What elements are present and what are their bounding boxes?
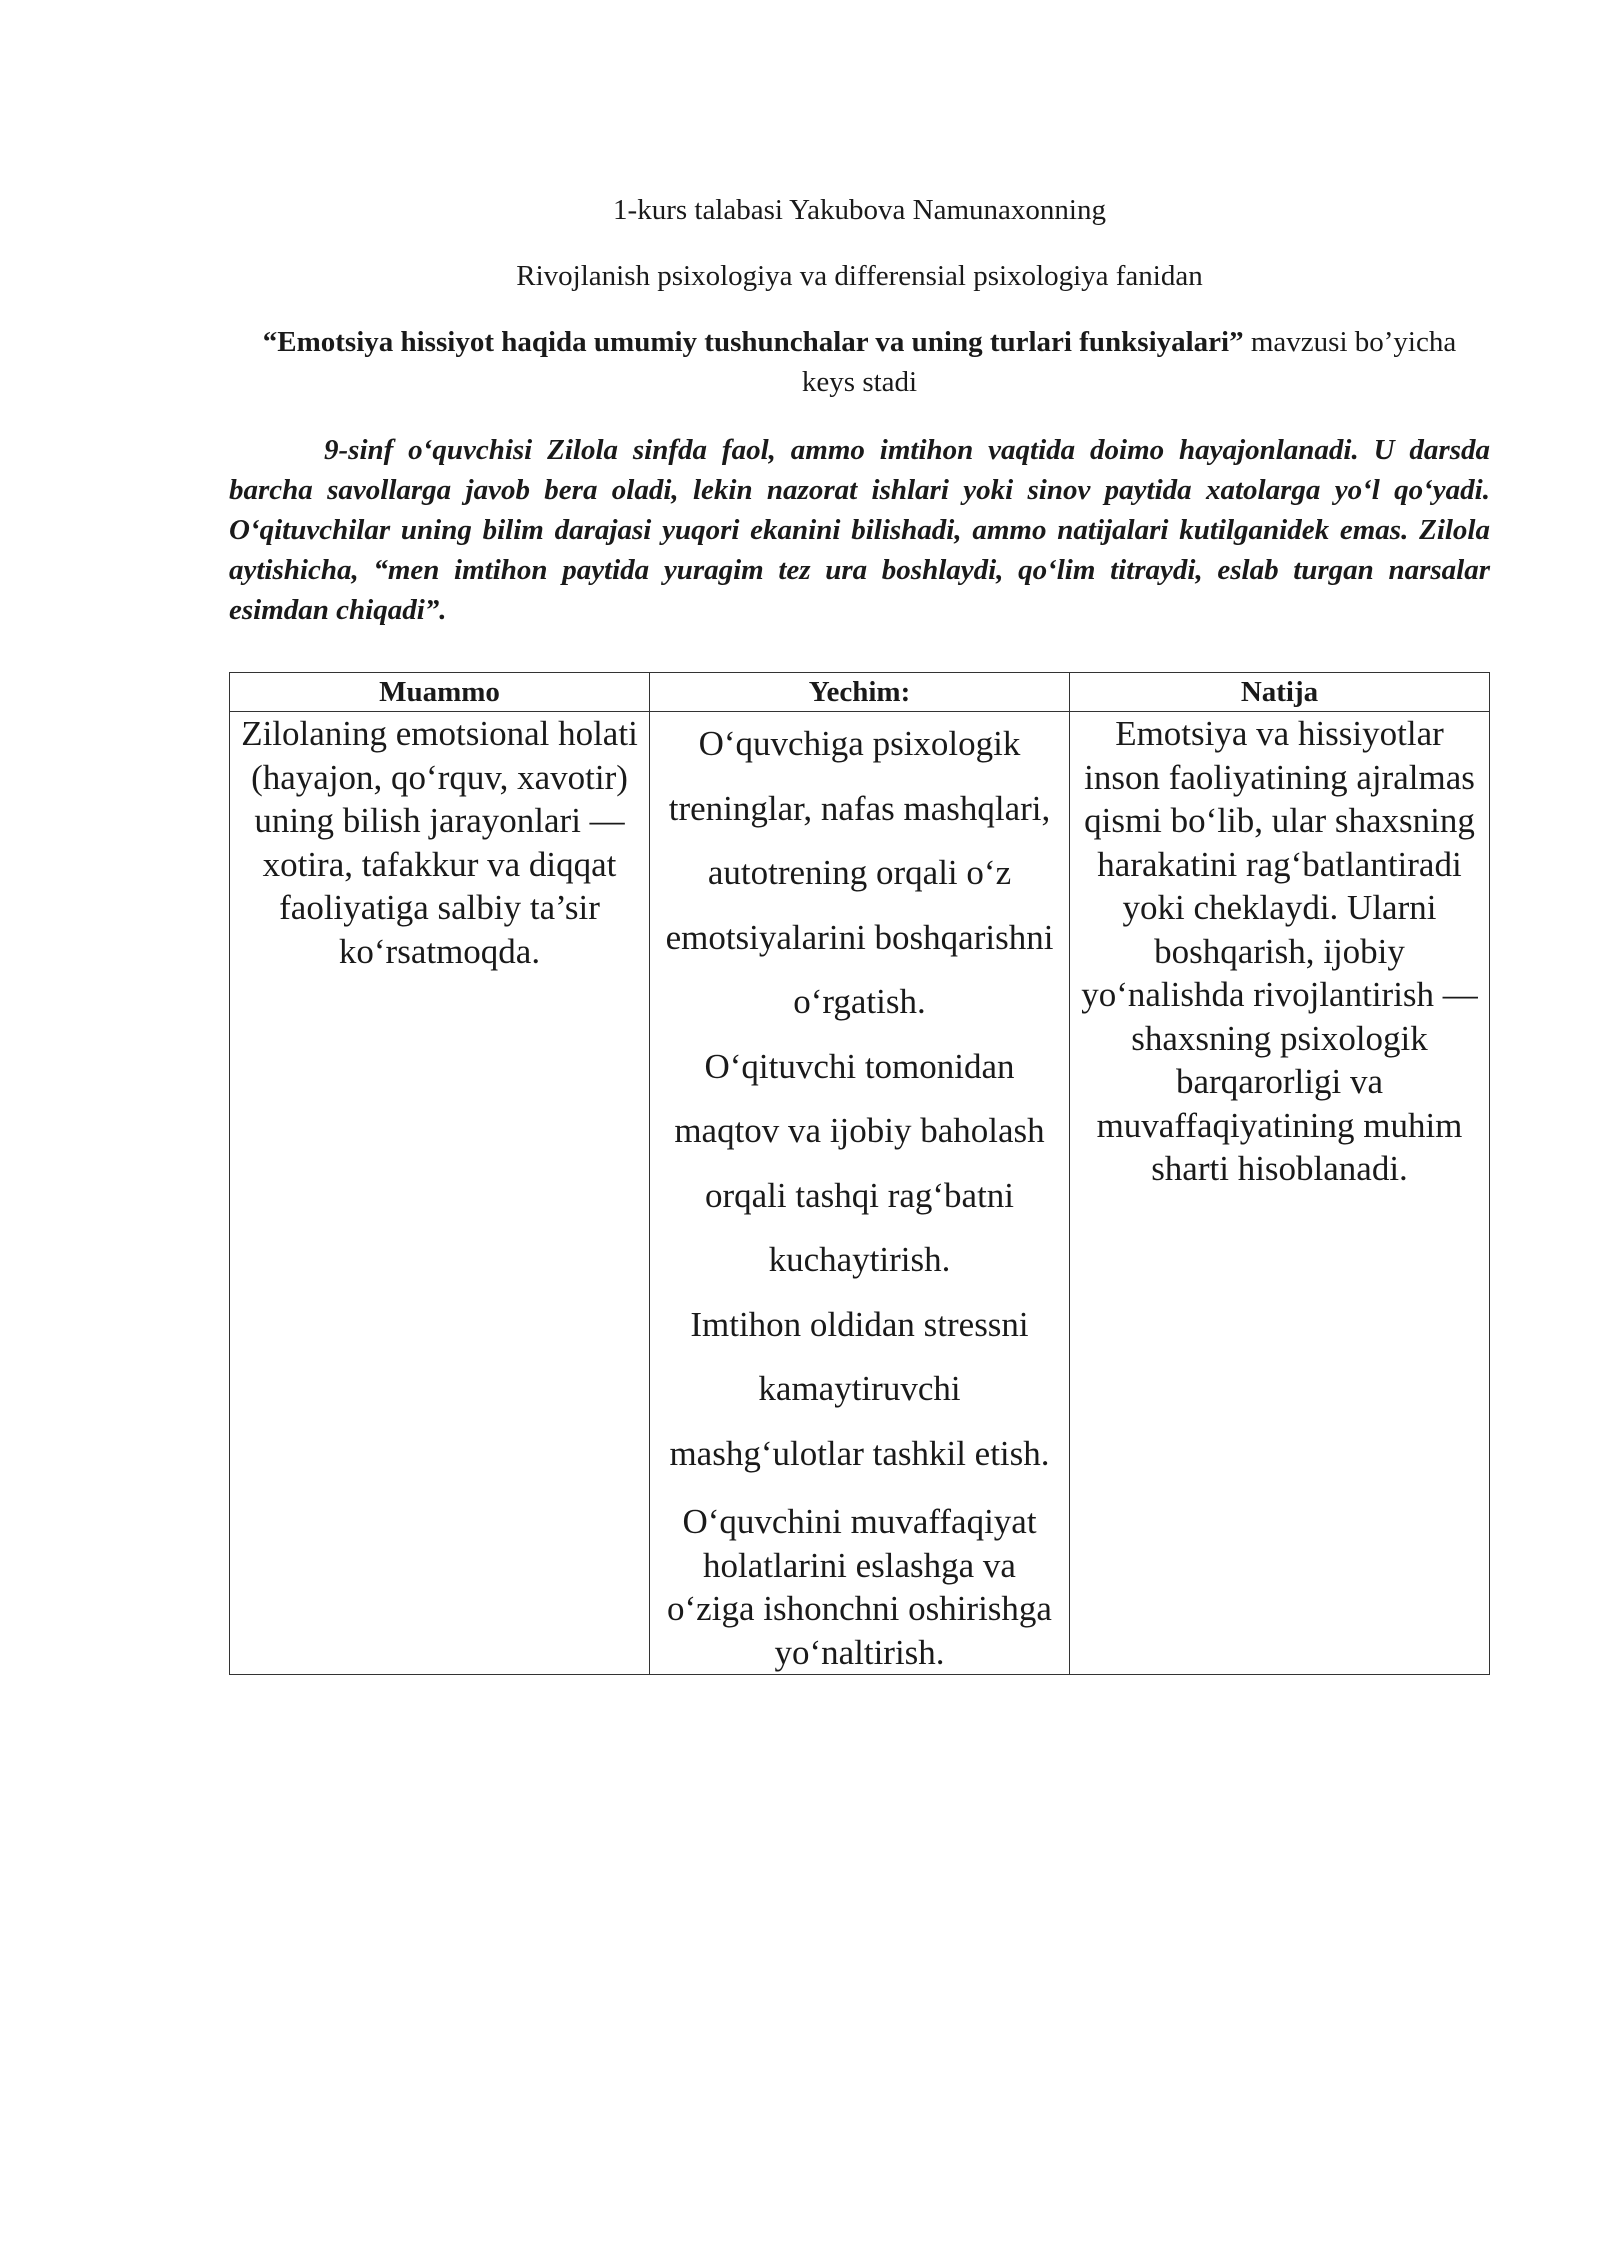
header-result: Natija (1070, 673, 1490, 712)
problem-cell: Zilolaning emotsional holati (hayajon, qo‘rquv, xavotir) uning bilish jarayonlari — xotira, tafakkur va diqqat faoliyatiga salbiy ta’sir ko‘rsatmoqda. (230, 712, 650, 1675)
student-line: 1-kurs talabasi Yakubova Namunaxonning (613, 194, 1106, 226)
case-description: 9-sinf o‘quvchisi Zilola sinfda faol, ammo imtihon vaqtida doimo hayajonlanadi. U darsda barcha savollarga javob bera oladi, lekin nazorat ishlari yoki sinov paytida xatolarga yo‘l qo‘yadi. O‘qituvchilar uning bilim darajasi yuqori ekanini bilishadi, ammo natijalari kutilganidek emas. Zilola aytishicha, “men imtihon paytida yuragim tez ura boshlaydi, qo‘lim titraydi, eslab turgan narsalar esimdan chiqadi”. (229, 434, 1490, 626)
document-page (229, 190, 1490, 1675)
topic-line (229, 322, 1490, 402)
header-solution: Yechim: (650, 673, 1070, 712)
result-cell: Emotsiya va hissiyotlar inson faoliyatining ajralmas qismi bo‘lib, ular shaxsning harakatini rag‘batlantiradi yoki cheklaydi. Ularni boshqarish, ijobiy yo‘nalishda rivojlantirish — shaxsning psixologik barqarorligi va muvaffaqiyatining muhim sharti hisoblanadi. (1070, 712, 1490, 1675)
table-row (230, 712, 1490, 1675)
table-header-row (230, 673, 1490, 712)
subject-line: Rivojlanish psixologiya va differensial psixologiya fanidan (516, 260, 1203, 292)
topic-title: “Emotsiya hissiyot haqida umumiy tushunchalar va uning turlari funksiyalari” (262, 326, 1244, 358)
case-table (229, 672, 1490, 1675)
solution-cell (650, 712, 1070, 1675)
solution-paragraph: Imtihon oldidan stressni kamaytiruvchi mashg‘ulotlar tashkil etish. (669, 1304, 1050, 1473)
solution-paragraph: O‘qituvchi tomonidan maqtov va ijobiy baholash orqali tashqi rag‘batni kuchaytirish. (674, 1046, 1045, 1279)
solution-paragraph: O‘quvchini muvaffaqiyat holatlarini eslashga va o‘ziga ishonchni oshirishga yo‘naltirish. (667, 1502, 1052, 1672)
solution-paragraph: O‘quvchiga psixologik treninglar, nafas mashqlari, autotrening orqali o‘z emotsiyalarini boshqarishni o‘rgatish. (665, 724, 1054, 1021)
header-problem: Muammo (230, 673, 650, 712)
topic-suffix: mavzusi bo’yicha keys stadi (801, 326, 1457, 398)
